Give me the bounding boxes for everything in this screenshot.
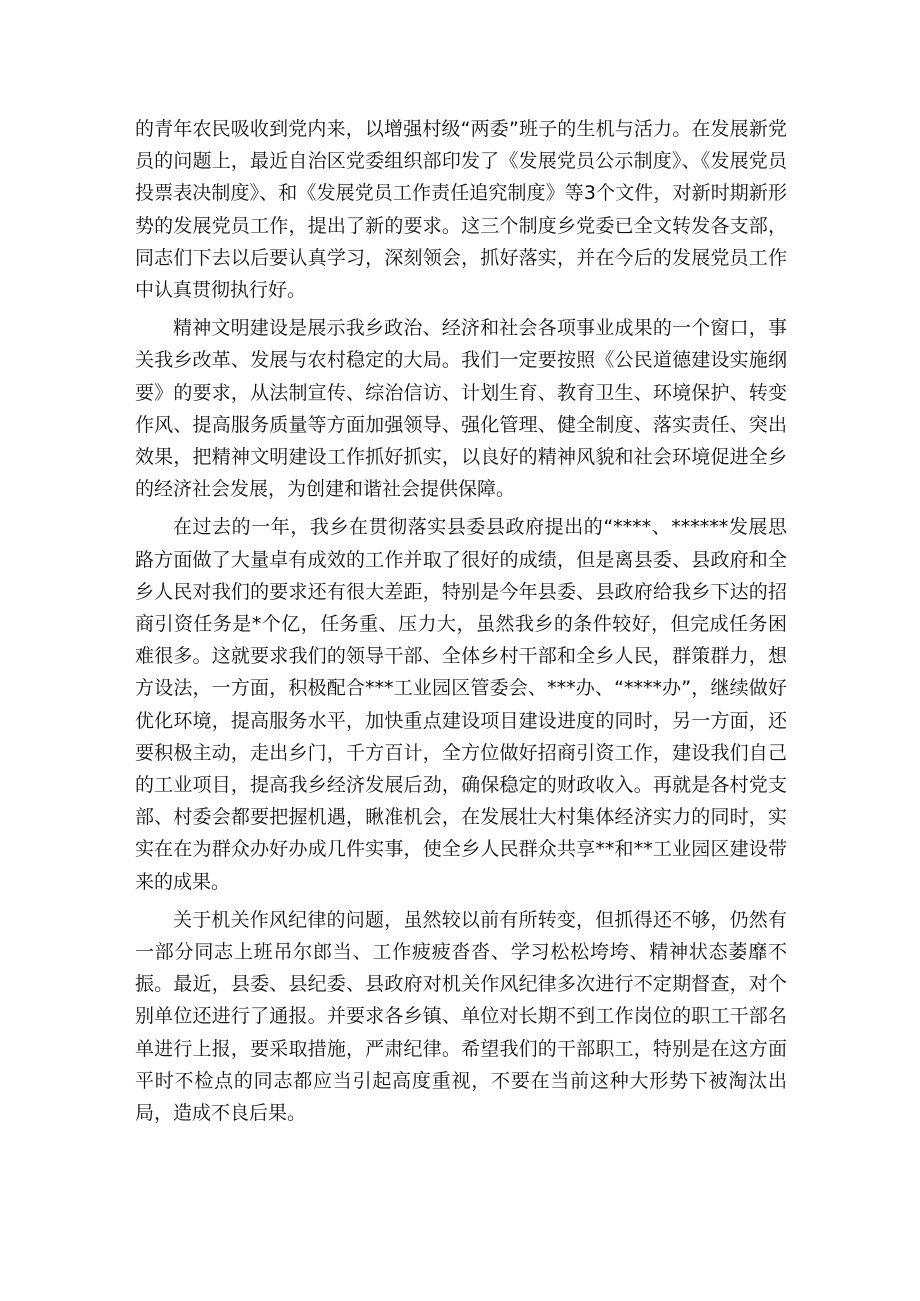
paragraph-spiritual-civilization: 精神文明建设是展示我乡政治、经济和社会各项事业成果的一个窗口，事关我乡改革、发展与农村稳定的大局。我们一定要按照《公民道德建设实施纲要》的要求，从法制宣传、综治信访、计划生育、教育卫生、环境保护、转变作风、提高服务质量等方面加强领导、强化管理、健全制度、落实责任、突出效果，把精神文明建设工作抓好抓实，以良好的精神风貌和社会环境促进全乡的经济社会发展，为创建和谐社会提供保障。 (135, 317, 787, 501)
document-body (135, 113, 787, 1129)
paragraph-work-discipline: 关于机关作风纪律的问题，虽然较以前有所转变，但抓得还不够，仍然有一部分同志上班吊尔郎当、工作疲疲沓沓、学习松松垮垮、精神状态萎靡不振。最近，县委、县纪委、县政府对机关作风纪律多次进行不定期督查，对个别单位还进行了通报。并要求各乡镇、单位对长期不到工作岗位的职工干部名单进行上报，要采取措施，严肃纪律。希望我们的干部职工，特别是在这方面平时不检点的同志都应当引起高度重视，不要在当前这种大形势下被淘汰出局，造成不良后果。 (135, 908, 787, 1125)
paragraph-continuation: 的青年农民吸收到党内来，以增强村级“两委”班子的生机与活力。在发展新党员的问题上，最近自治区党委组织部印发了《发展党员公示制度》、《发展党员投票表决制度》、和《发展党员工作责任追究制度》等3个文件，对新时期新形势的发展党员工作，提出了新的要求。这三个制度乡党委已全文转发各支部，同志们下去以后要认真学习，深刻领会，抓好落实，并在今后的发展党员工作中认真贯彻执行好。 (135, 118, 787, 302)
paragraph-investment-attraction: 在过去的一年，我乡在贯彻落实县委县政府提出的“****、******发展思路方面做了大量卓有成效的工作并取了很好的成绩，但是离县委、县政府和全乡人民对我们的要求还有很大差距，特别是今年县委、县政府给我乡下达的招商引资任务是*个亿，任务重、压力大，虽然我乡的条件较好，但完成任务困难很多。这就要求我们的领导干部、全体乡村干部和全乡人民，群策群力，想方设法，一方面，积极配合***工业园区管委会、***办、“****办”，继续做好优化环境，提高服务水平，加快重点建设项目建设进度的同时，另一方面，还要积极主动，走出乡门，千方百计，全方位做好招商引资工作，建设我们自己的工业项目，提高我乡经济发展后劲，确保稳定的财政收入。再就是各村党支部、村委会都要把握机遇，瞅准机会，在发展壮大村集体经济实力的同时，实实在在为群众办好办成几件实事，使全乡人民群众共享**和**工业园区建设带来的成果。 (135, 516, 787, 893)
